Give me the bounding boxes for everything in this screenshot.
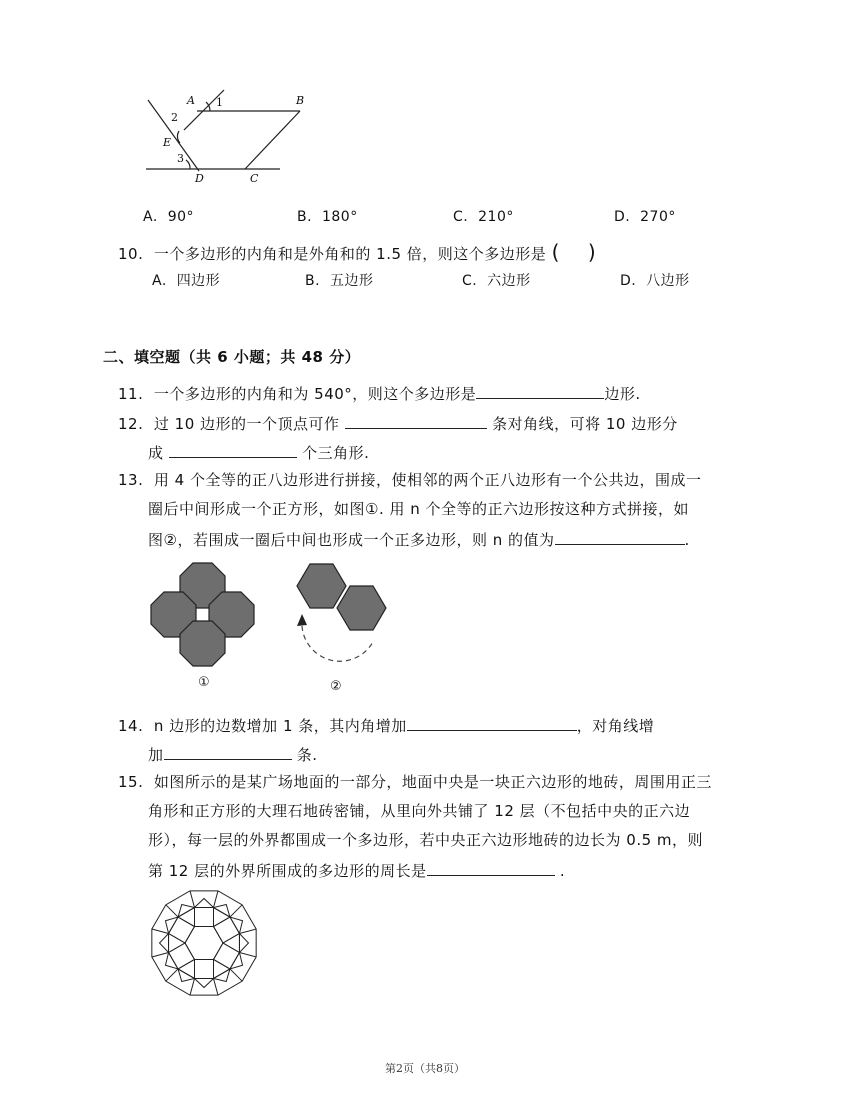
q10-option-a[interactable]: A. 四边形	[152, 273, 221, 289]
tile-edge	[214, 891, 218, 908]
tile	[160, 934, 169, 953]
question-12-line2: 成 个三角形.	[148, 441, 369, 463]
tile-edge	[152, 929, 169, 933]
octagon-tiling-figure	[146, 560, 261, 670]
label-E: E	[163, 136, 172, 149]
tile	[239, 934, 248, 953]
tile	[169, 917, 195, 943]
tile-edge	[214, 978, 218, 995]
q10-option-d[interactable]: D. 八边形	[620, 273, 690, 289]
tile	[178, 969, 194, 982]
label-angle-1: 1	[216, 96, 223, 109]
hexagon-tiling-figure	[290, 560, 405, 675]
floor-tiling-figure	[146, 887, 262, 999]
question-15-line4: 第 12 层的外界所围成的多边形的周长是 .	[148, 859, 565, 881]
tile	[214, 904, 230, 917]
tile	[195, 899, 214, 908]
answer-paren-close: )	[587, 240, 597, 264]
question-15-line2: 角形和正方形的大理石地砖密铺，从里向外共铺了 12 层（不包括中央的正六边	[148, 802, 691, 820]
label-angle-2: 2	[171, 111, 178, 124]
tile-edge	[190, 978, 194, 995]
tile	[214, 943, 240, 969]
question-number: 13.	[118, 471, 144, 489]
answer-blank[interactable]	[407, 714, 577, 731]
tile	[195, 908, 214, 927]
question-14-line2: 加 条.	[148, 743, 318, 765]
page-footer: 第2页（共8页）	[385, 1062, 465, 1075]
tile	[165, 953, 178, 969]
label-angle-3: 3	[177, 152, 184, 165]
tile-edge	[190, 891, 194, 908]
label-D: D	[195, 172, 204, 185]
tile	[169, 934, 185, 953]
tile	[195, 959, 214, 978]
q10-option-c[interactable]: C. 六边形	[462, 273, 531, 289]
tile	[178, 904, 194, 917]
tile-edge	[239, 929, 256, 933]
question-13-line2: 圈后中间形成一个正方形，如图①. 用 n 个全等的正六边形按这种方式拼接，如	[148, 500, 690, 518]
question-13-line1: 13. 用 4 个全等的正八边形进行拼接，使相邻的两个正八边形有一个公共边，围成一	[118, 471, 702, 489]
figure-caption-2: ②	[330, 679, 342, 694]
question-14-line1: 14. n 边形的边数增加 1 条，其内角增加 ，对角线增	[118, 714, 654, 736]
label-A: A	[187, 94, 195, 107]
q9-option-b[interactable]: B. 180°	[297, 209, 358, 225]
q9-option-a[interactable]: A. 90°	[143, 209, 195, 225]
figure-caption-1: ①	[198, 675, 210, 690]
tile-edge	[230, 969, 242, 981]
question-10	[118, 242, 596, 264]
question-13-line3: 图②，若围成一圈后中间也形成一个正多边形，则 n 的值为 .	[148, 528, 690, 550]
answer-blank[interactable]	[164, 743, 292, 760]
answer-blank[interactable]	[555, 528, 685, 545]
tile	[169, 943, 195, 969]
question-number: 10.	[118, 245, 144, 263]
question-12-line1: 12. 过 10 边形的一个顶点可作 条对角线，可将 10 边形分	[118, 412, 678, 434]
tile	[230, 917, 243, 933]
tile-edge	[239, 953, 256, 957]
answer-blank[interactable]	[345, 412, 487, 429]
section-title: 二、填空题（共 6 小题；共 48 分）	[103, 348, 361, 366]
q9-option-d[interactable]: D. 270°	[614, 209, 676, 225]
tile	[185, 927, 223, 960]
tile-edge	[166, 969, 178, 981]
q9-option-c[interactable]: C. 210°	[453, 209, 514, 225]
tile	[223, 934, 239, 953]
label-B: B	[296, 94, 305, 107]
tile	[214, 917, 240, 943]
answer-paren-open[interactable]: (	[551, 240, 560, 264]
tile	[165, 917, 178, 933]
tile-edge	[152, 953, 169, 957]
question-number: 11.	[118, 385, 144, 403]
tile	[214, 969, 230, 982]
tile-edge	[166, 905, 178, 917]
answer-blank[interactable]	[427, 859, 555, 876]
label-C: C	[250, 172, 259, 185]
question-15-line3: 形），每一层的外界都围成一个多边形，若中央正六边形地砖的边长为 0.5 m，则	[148, 831, 704, 849]
question-stem: 一个多边形的内角和是外角和的 1.5 倍，则这个多边形是	[153, 245, 547, 263]
answer-blank[interactable]	[476, 382, 604, 399]
question-number: 12.	[118, 415, 144, 433]
q10-option-b[interactable]: B. 五边形	[305, 273, 374, 289]
tile-edge	[230, 905, 242, 917]
question-number: 14.	[118, 717, 144, 735]
question-11: 11. 一个多边形的内角和为 540°，则这个多边形是 边形.	[118, 382, 641, 404]
question-number: 15.	[118, 773, 144, 791]
tile	[195, 978, 214, 987]
tile	[230, 953, 243, 969]
question-15-line1: 15. 如图所示的是某广场地面的一部分，地面中央是一块正六边形的地砖，周围用正三	[118, 773, 712, 791]
answer-blank[interactable]	[169, 441, 297, 458]
